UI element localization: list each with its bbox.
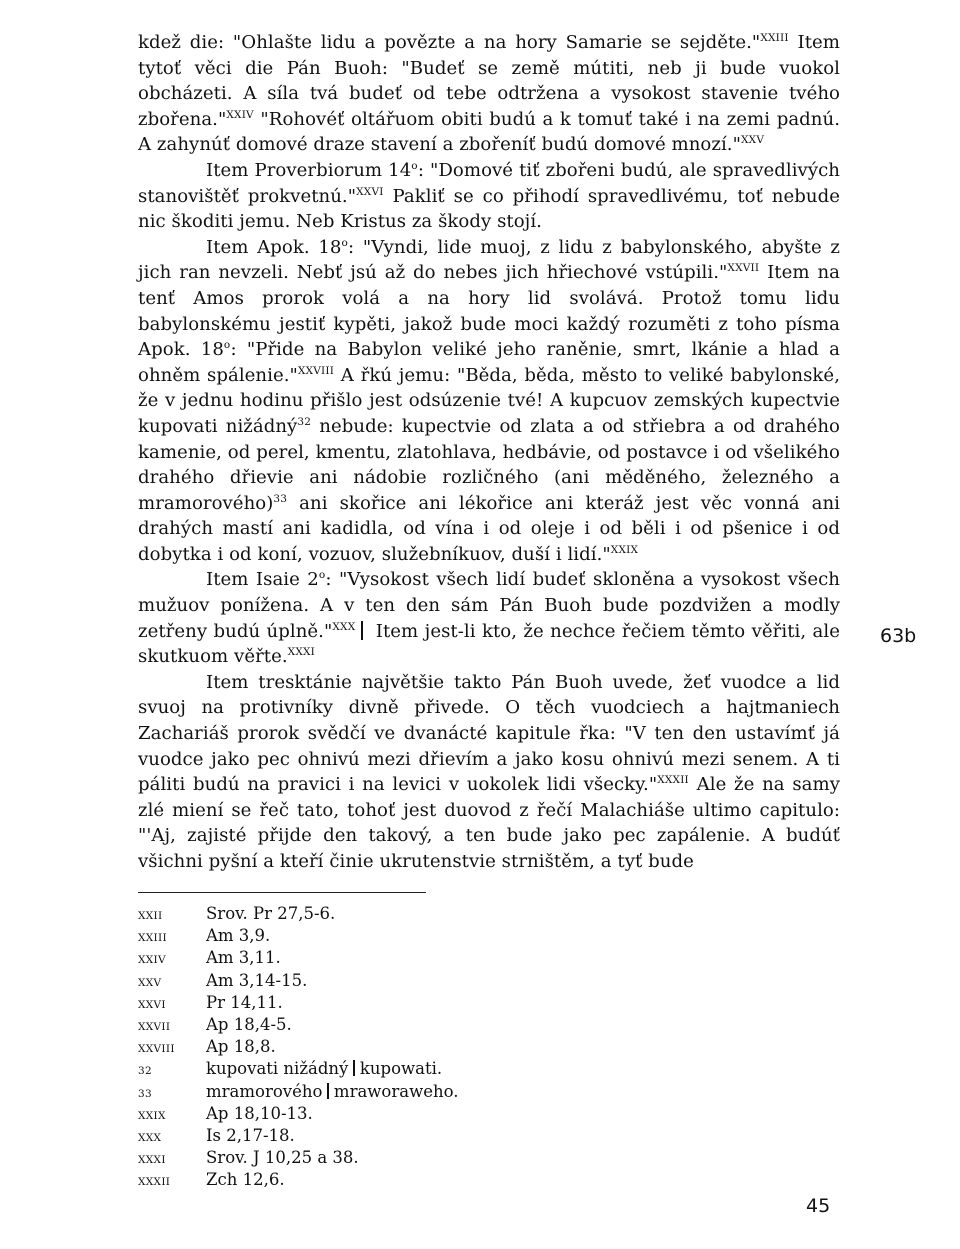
footnote-text: mramorového mraworaweho. bbox=[206, 1081, 459, 1101]
footnote-ref[interactable]: XXIV bbox=[226, 108, 254, 121]
footnote bbox=[138, 1059, 638, 1081]
paragraph: Item Isaie 2$^o$: "Vysokost všech lidí budeť skloněna a vysokost všech mužuov ponížena. A v ten den sám Pán Buoh bude pozdvižen a modly zetřeny budú úplně."$^{XXX}$ Item jest-li kto, že nechce řečiem těmto věřiti, ale skutkuom věřte.$^{XXXI}$ bbox=[138, 569, 840, 668]
footnote bbox=[138, 1082, 638, 1104]
footnote-number: XXXII bbox=[138, 1176, 171, 1189]
main-text bbox=[138, 30, 840, 875]
footnote-number: XXX bbox=[138, 1131, 162, 1144]
margin-folio-number: 63b bbox=[880, 625, 917, 647]
footnote bbox=[138, 904, 638, 926]
footnote-text: Zch 12,6. bbox=[206, 1170, 285, 1190]
footnote-text: Ap 18,8. bbox=[206, 1037, 276, 1057]
footnote bbox=[138, 1104, 638, 1126]
variant-separator bbox=[353, 1060, 355, 1076]
footnote bbox=[138, 1170, 638, 1192]
ordinal-mark: o bbox=[318, 569, 326, 582]
paragraph: Item tresktánie najvětšie takto Pán Buoh uvede, žeť vuodce a lid svuoj na protivníky divně přivede. O těch vuodciech a hajtmaniech Zachariáš prorok svědčí ve dvanácté kapitule řka: "V ten den ustavímť já vuodce jako pec ohnivú mezi dřievím a jako kosu ohnivú mezi senem. A ti páliti budú na pravici i na levici v uokolek lidi všecky."$^{XXXII}$ Ale že na samy zlé miení se řeč tato, tohoť jest duovod z řečí Malachiáše ultimo capitulo: "'Aj, zajisté přijde den takový, a ten bude jako pec zapálenie. A budúť všichni pyšní a kteří činie ukrutenstvie strništěm, a tyť bude bbox=[138, 671, 840, 872]
ordinal-mark: o bbox=[341, 236, 349, 249]
footnote-ref[interactable]: XXV bbox=[740, 134, 765, 147]
footnote-text: Ap 18,4-5. bbox=[206, 1014, 292, 1034]
ordinal-mark: o bbox=[223, 339, 231, 352]
footnote-text: Srov. J 10,25 a 38. bbox=[206, 1148, 359, 1168]
paragraph: Item Proverbiorum 14$^o$: "Domové tiť zbořeni budú, ale spravedlivých stanovištěť prokvetnú."$^{XXVI}$ Pakliť se co přihodí spravedlivému, toť nebude nic škoditi jemu. Neb Kristus za škody stojí. bbox=[138, 159, 840, 233]
footnote-ref[interactable]: XXIII bbox=[760, 32, 789, 44]
footnote-number: XXIV bbox=[138, 954, 166, 967]
footnote-number: XXVIII bbox=[138, 1043, 175, 1056]
footnote-number: XXXI bbox=[138, 1154, 166, 1167]
footnote bbox=[138, 993, 638, 1015]
footnote bbox=[138, 971, 638, 993]
footnote-number: XXII bbox=[138, 910, 163, 922]
footnote-number: 32 bbox=[138, 1065, 152, 1078]
footnote bbox=[138, 1126, 638, 1148]
footnote-number: XXV bbox=[138, 976, 162, 989]
footnote bbox=[138, 1037, 638, 1059]
footnote-text: Ap 18,10-13. bbox=[206, 1103, 313, 1123]
footnote bbox=[138, 926, 638, 948]
footnote-ref[interactable]: XXXII bbox=[657, 774, 689, 787]
footnote-ref[interactable]: XXX bbox=[332, 620, 356, 633]
footnote-text: Am 3,11. bbox=[206, 948, 281, 968]
footnote-ref[interactable]: XXVIII bbox=[297, 364, 335, 377]
ordinal-mark: o bbox=[411, 159, 418, 172]
footnote-text: Am 3,9. bbox=[206, 926, 271, 946]
folio-break-mark bbox=[361, 621, 363, 640]
footnote-ref[interactable]: 32 bbox=[297, 415, 312, 428]
footnote-ref[interactable]: XXIX bbox=[610, 543, 639, 556]
footnote-ref[interactable]: XXVII bbox=[727, 262, 760, 275]
footnote-text: Is 2,17-18. bbox=[206, 1125, 295, 1145]
paragraph: kdež die: "Ohlašte lidu a povězte a na hory Samarie se sejděte."$^{XXIII}$ Item tytoť věci die Pán Buoh: "Budeť se země mútiti, neb ji bude vuokol obcházeti. A síla tvá budeť od tebe odtržena a vysokost stavenie tvého zbořena."$^{XXIV}$ "Rohovéť oltářuom obiti budú a k tomuť také i na zemi padnú. A zahynúť domové draze stavení a zbořeníť budú domové mnozí."$^{XXV}$ bbox=[138, 32, 840, 156]
page-number: 45 bbox=[806, 1195, 831, 1217]
footnote-number: XXVI bbox=[138, 998, 166, 1011]
footnote bbox=[138, 1148, 638, 1170]
footnotes bbox=[138, 904, 638, 1192]
footnote-ref[interactable]: XXVI bbox=[356, 185, 384, 198]
footnote-number: 33 bbox=[138, 1087, 152, 1100]
footnote-number: XXIII bbox=[138, 932, 167, 945]
footnote-text: kupovati nižádný kupowati. bbox=[206, 1059, 443, 1079]
footnote-text: Srov. Pr 27,5-6. bbox=[206, 904, 336, 923]
footnote-text: Pr 14,11. bbox=[206, 992, 283, 1012]
paragraph: Item Apok. 18$^o$: "Vyndi, lide muoj, z lidu z babylonského, abyšte z jich ran nevzeli. Nebť jsú až do nebes jich hřiechové vstúpili."$^{XXVII}$ Item na tenť Amos prorok volá a na hory lid svolává. Protož tomu lidu babylonskému jestiť kypěti, jakož bude moci každý rozuměti z toho písma Apok. 18$^o$: "Přide na Babylon veliké jeho raněnie, smrt, lkánie a hlad a ohněm spálenie."$^{XXVIII}$ A řkú jemu: "Běda, běda, město to veliké babylonské, že v jednu hodinu přišlo jest odsúzenie tvé! A kupcuov zemských kupectvie kupovati nižádný$^{32}$ nebude: kupectvie od zlata a od střiebra a od drahého kamenie, od perel, kmentu, zlatohlava, hedbávie, od postavce i od všelikého drahého dřievie ani nádobie rozličného (ani měděného, železného a mramorového)$^{33}$ ani skořice ani lékořice ani kteráž jest věc vonná ani drahých mastí ani kadidla, od vína i od oleje i od běli i od pšenice i od dobytka i od koní, vozuov, služebníkuov, duší i lidí."$^{XXIX}$ bbox=[138, 236, 840, 565]
footnote-separator bbox=[138, 892, 426, 893]
footnote-ref[interactable]: 33 bbox=[273, 492, 288, 505]
footnote bbox=[138, 948, 638, 970]
variant-separator bbox=[327, 1083, 329, 1099]
footnote-number: XXVII bbox=[138, 1020, 171, 1033]
footnote-ref[interactable]: XXXI bbox=[287, 646, 316, 659]
footnote-text: Am 3,14-15. bbox=[206, 970, 308, 990]
footnote bbox=[138, 1015, 638, 1037]
footnote-number: XXIX bbox=[138, 1109, 166, 1122]
